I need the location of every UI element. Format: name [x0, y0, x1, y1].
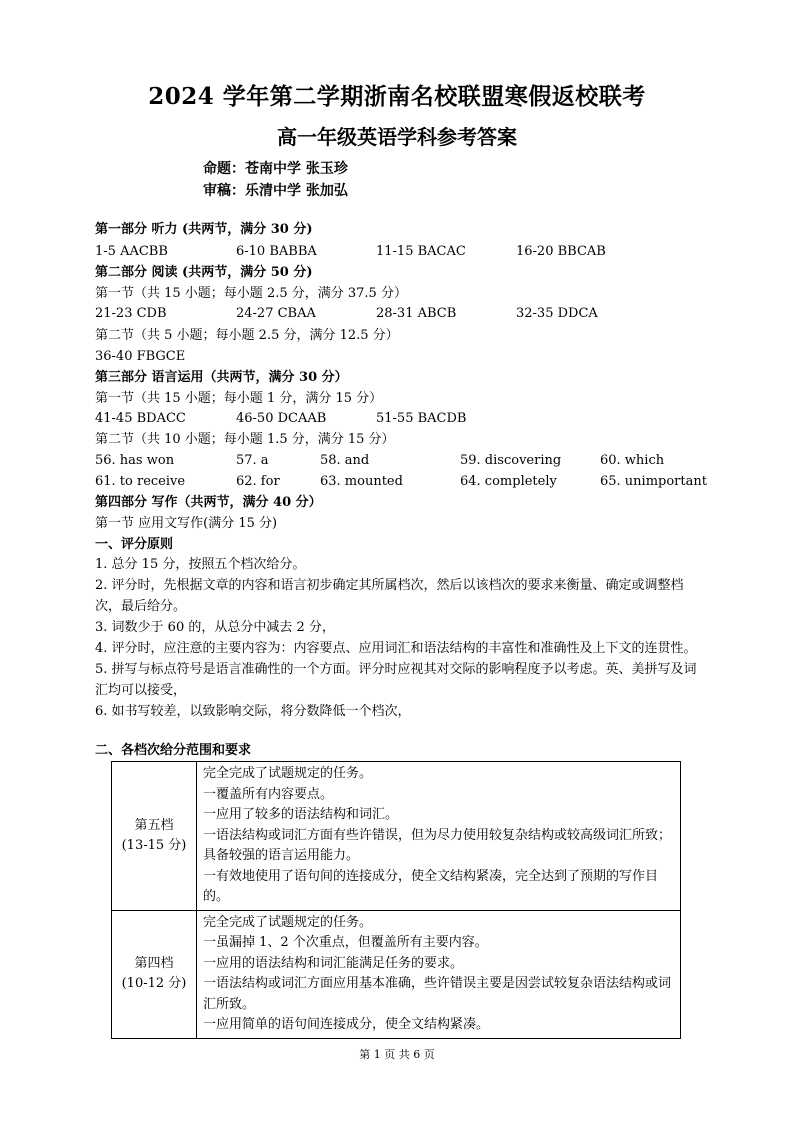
fill-answer: 59. discovering [460, 453, 562, 468]
fill-answer: 62. for [236, 474, 280, 489]
grade-criterion: 一应用了较多的语法结构和词汇。 [203, 807, 399, 822]
principle-item: 2. 评分时，先根据文章的内容和语言初步确定其所属档次，然后以该档次的要求来衡量、确定或调整档次，最后给分。 [95, 578, 684, 614]
grade-level: 第五档 [134, 817, 174, 833]
grade-criterion: 一语法结构或词汇方面应用基本准确，些许错误主要是因尝试较复杂语法结构或词汇所致。 [203, 976, 672, 1012]
answer-group: 46-50 DCAAB [236, 411, 327, 426]
page-title: 2024 学年第二学期浙南名校联盟寒假返校联考 [148, 83, 646, 110]
fill-answer: 60. which [600, 453, 665, 468]
page-subtitle: 高一年级英语学科参考答案 [277, 125, 517, 149]
range-heading: 二、各档次给分范围和要求 [95, 743, 252, 758]
grade-criterion: 一应用的语法结构和词汇能满足任务的要求。 [203, 955, 464, 971]
part3-heading: 第三部分 语言运用（共两节，满分 30 分） [95, 370, 348, 385]
grade-description-cell [197, 910, 681, 1038]
fill-answer: 57. a [236, 453, 269, 468]
grade-criterion: 完全完成了试题规定的任务。 [203, 914, 373, 930]
fill-answer: 64. completely [460, 474, 557, 489]
grade-range: (10-12 分) [121, 976, 187, 991]
grade-level-cell [112, 762, 197, 911]
fill-answer: 63. mounted [320, 474, 403, 489]
answer-group: 28-31 ABCB [376, 306, 457, 321]
part2-section2-note: 第二节（共 5 小题；每小题 2.5 分，满分 12.5 分） [95, 328, 399, 343]
part2-heading: 第二部分 阅读 (共两节，满分 50 分) [95, 265, 313, 280]
grade-description-cell [197, 762, 681, 911]
principles-heading: 一、评分原则 [95, 537, 174, 552]
answer-group: 41-45 BDACC [95, 411, 186, 426]
grade-criterion: 一应用简单的语句间连接成分，使全文结构紧凑。 [203, 1017, 490, 1032]
part3-section1-note: 第一节（共 15 小题；每小题 1 分，满分 15 分） [95, 391, 383, 406]
principle-item: 3. 词数少于 60 的，从总分中减去 2 分， [95, 620, 335, 635]
fill-answer: 65. unimportant [600, 474, 707, 489]
grade-criterion: 一虽漏掉 1、2 个次重点，但覆盖所有主要内容。 [203, 935, 488, 950]
principles-list [95, 554, 705, 722]
grade-table [111, 761, 681, 1039]
answer-group: 16-20 BBCAB [516, 244, 606, 259]
grade-criterion: 一有效地使用了语句间的连接成分，使全文结构紧凑，完全达到了预期的写作目的。 [203, 868, 659, 904]
answer-group: 51-55 BACDB [376, 411, 467, 426]
table-row [112, 910, 681, 1038]
grade-criterion: 完全完成了试题规定的任务。 [203, 766, 373, 781]
answer-group: 1-5 AACBB [95, 244, 168, 259]
principle-item: 6. 如书写较差，以致影响交际，将分数降低一个档次， [95, 704, 411, 719]
part1-heading: 第一部分 听力 (共两节，满分 30 分) [95, 222, 313, 237]
fill-answer: 61. to receive [95, 474, 186, 489]
table-row [112, 762, 681, 911]
part2-section1-note: 第一节（共 15 小题；每小题 2.5 分，满分 37.5 分） [95, 286, 407, 301]
answer-group: 6-10 BABBA [236, 244, 317, 259]
answer-group: 11-15 BACAC [376, 244, 466, 259]
grade-level: 第四档 [134, 956, 174, 971]
part3-section2-note: 第二节（共 10 小题；每小题 1.5 分，满分 15 分） [95, 432, 395, 447]
grade-criterion: 一语法结构或词汇方面有些许错误，但为尽力使用较复杂结构或较高级词汇所致；具备较强的语言运用能力。 [203, 827, 672, 863]
fill-answer: 56. has won [95, 453, 175, 468]
principle-item: 4. 评分时，应注意的主要内容为：内容要点、应用词汇和语法结构的丰富性和准确性及上下文的连贯性。 [95, 641, 697, 656]
grade-range: (13-15 分) [121, 837, 187, 853]
answer-group: 32-35 DDCA [516, 306, 598, 321]
part4-section1-note: 第一节 应用文写作(满分 15 分) [95, 516, 278, 531]
principle-item: 5. 拼写与标点符号是语言准确性的一个方面。评分时应视其对交际的影响程度予以考虑。英、美拼写及词汇均可以接受， [95, 662, 697, 698]
part4-heading: 第四部分 写作（共两节，满分 40 分） [95, 495, 322, 510]
page-footer: 第 1 页 共 6 页 [359, 1048, 435, 1061]
author-line: 命题：苍南中学 张玉珍 [203, 161, 348, 177]
reviewer-line: 审稿：乐清中学 张加弘 [203, 183, 348, 199]
answer-group: 21-23 CDB [95, 306, 167, 321]
grade-level-cell [112, 910, 197, 1038]
fill-answer: 58. and [320, 453, 370, 468]
answer-group: 24-27 CBAA [236, 306, 316, 321]
principle-item: 1. 总分 15 分，按照五个档次给分。 [95, 557, 306, 572]
grade-criterion: 一覆盖所有内容要点。 [203, 786, 334, 802]
part2-section2-answers: 36-40 FBGCE [95, 349, 186, 364]
